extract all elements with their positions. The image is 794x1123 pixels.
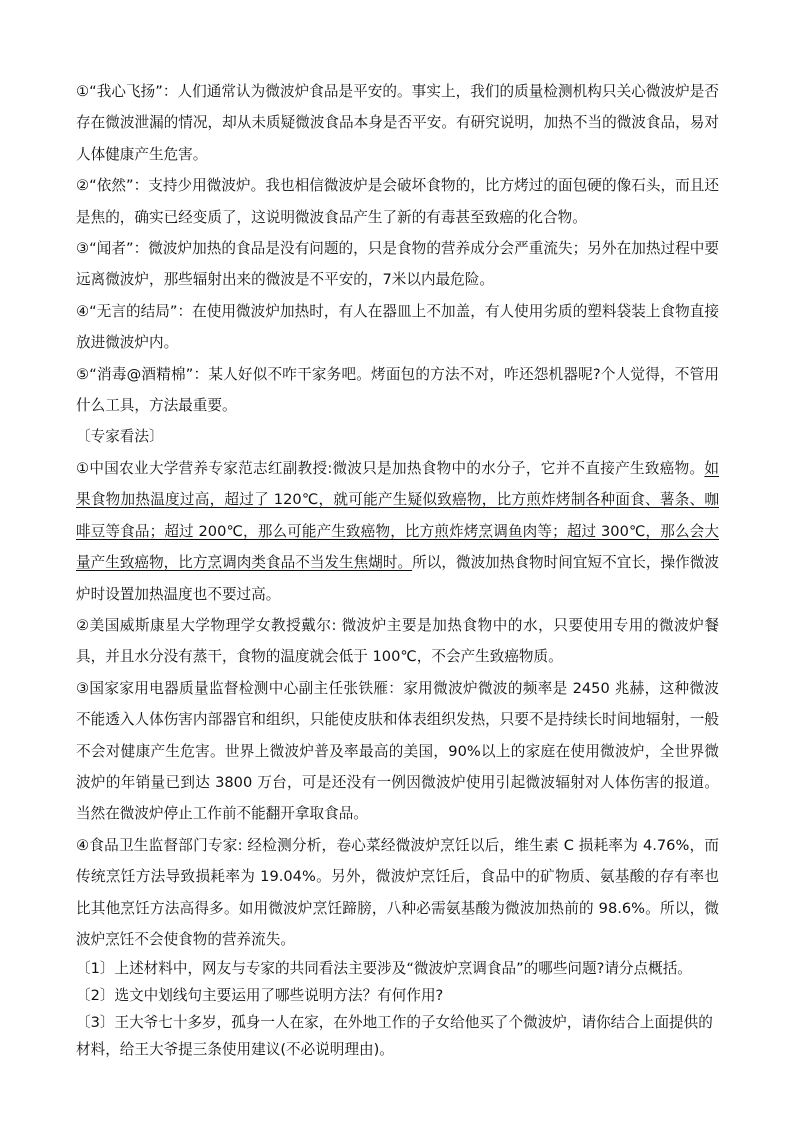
document-page [76,76,719,1063]
opinion-marker: ⑤ [76,365,90,383]
question-1: 〔1〕上述材料中，网友与专家的共同看法主要涉及“微波炉烹调食品”的哪些问题?请分点概括。 [76,960,692,978]
netizen-opinion-2 [76,170,719,233]
question-2: 〔2〕选文中划线句主要运用了哪些说明方法？有何作用? [76,987,444,1005]
opinion-marker: ④ [76,302,90,320]
expert-opinion-1 [76,453,719,610]
opinion-text: “依然”：支持少用微波炉。我也相信微波炉是会破坏食物的，比方烤过的面包硬的像石头，而且还是焦的，确实已经变质了，这说明微波食品产生了新的有毒甚至致癌的化合物。 [76,177,719,226]
opinion-marker: ③ [76,240,90,258]
underlined-sentence: 如果食物加热温度过高，超过了 120℃，就可能产生疑似致癌物，比方煎炸烤制各种面食、薯条、咖啡豆等食品；超过 200℃，那么可能产生致癌物，比方煎炸烤烹调鱼肉等；超过 300℃，那么会大量产生致癌物，比方烹调肉类食品不当发生焦煳时。 [76,459,719,572]
netizen-opinion-1 [76,76,719,170]
opinion-text: “消毒@酒精棉”：某人好似不咋干家务吧。烤面包的方法不对，咋还怨机器呢?个人觉得，不管用什么工具，方法最重要。 [76,365,719,415]
expert-heading: 〔专家看法〕 [76,428,164,446]
netizen-opinion-5 [76,359,719,422]
expert-opinion-4: ④食品卫生监督部门专家: 经检测分析，卷心菜经微波炉烹饪以后，维生素 C 损耗率为 4.76%，而传统烹饪方法导致损耗率为 19.04%。另外，微波炉烹饪后，食品中的矿物质、氨基酸的存有率也比其他烹饪方法高得多。如用微波炉烹饪蹄膀，八种必需氨基酸为微波加热前的 98.6%。所以，微波炉烹饪不会使食物的营养流失。 [76,836,719,948]
netizen-opinion-3 [76,233,719,296]
expert-opinion-3: ③国家家用电器质量监督检测中心副主任张铁雁：家用微波炉微波的频率是 2450 兆赫，这种微波不能透入人体伤害内部器官和组织，只能使皮肤和体表组织发热，只要不是持续长时间地辐射，一般不会对健康产生危害。世界上微波炉普及率最高的美国，90%以上的家庭在使用微波炉，全世界微波炉的年销量已到达 3800 万台，可是还没有一例因微波炉使用引起微波辐射对人体伤害的报道。当然在微波炉停止工作前不能翻开拿取食品。 [76,679,719,823]
expert-opinion-lead: ①中国农业大学营养专家范志红副教授:微波只是加热食物中的水分子，它并不直接产生致癌物。 [76,459,705,477]
question-3: 〔3〕王大爷七十多岁，孤身一人在家，在外地工作的子女给他买了个微波炉，请你结合上面提供的材料，给王大爷提三条使用建议(不必说明理由)。 [76,1014,713,1059]
expert-opinion-2: ②美国威斯康星大学物理学女教授戴尔: 微波炉主要是加热食物中的水，只要使用专用的微波炉餐具，并且水分没有蒸干，食物的温度就会低于 100℃，不会产生致癌物质。 [76,616,719,666]
opinion-text: “无言的结局”：在使用微波炉加热时，有人在器皿上不加盖，有人使用劣质的塑料袋装上食物直接放进微波炉内。 [76,302,719,352]
opinion-text: “闻者”：微波炉加热的食品是没有问题的，只是食物的营养成分会严重流失；另外在加热过程中要远离微波炉，那些辐射出来的微波是不平安的，7米以内最危险。 [76,240,719,289]
opinion-text: “我心飞扬”：人们通常认为微波炉食品是平安的。事实上，我们的质量检测机构只关心微波炉是否存在微波泄漏的情况，却从未质疑微波食品本身是否平安。有研究说明，加热不当的微波食品，易对人体健康产生危害。 [76,83,719,163]
opinion-marker: ② [76,177,90,195]
opinion-marker: ① [76,83,90,100]
netizen-opinion-4 [76,296,719,359]
expert-opinion-tail: 所以，微波加热食物时间宜短不宜长，操作微波炉时设置加热温度也不要过高。 [76,554,719,603]
